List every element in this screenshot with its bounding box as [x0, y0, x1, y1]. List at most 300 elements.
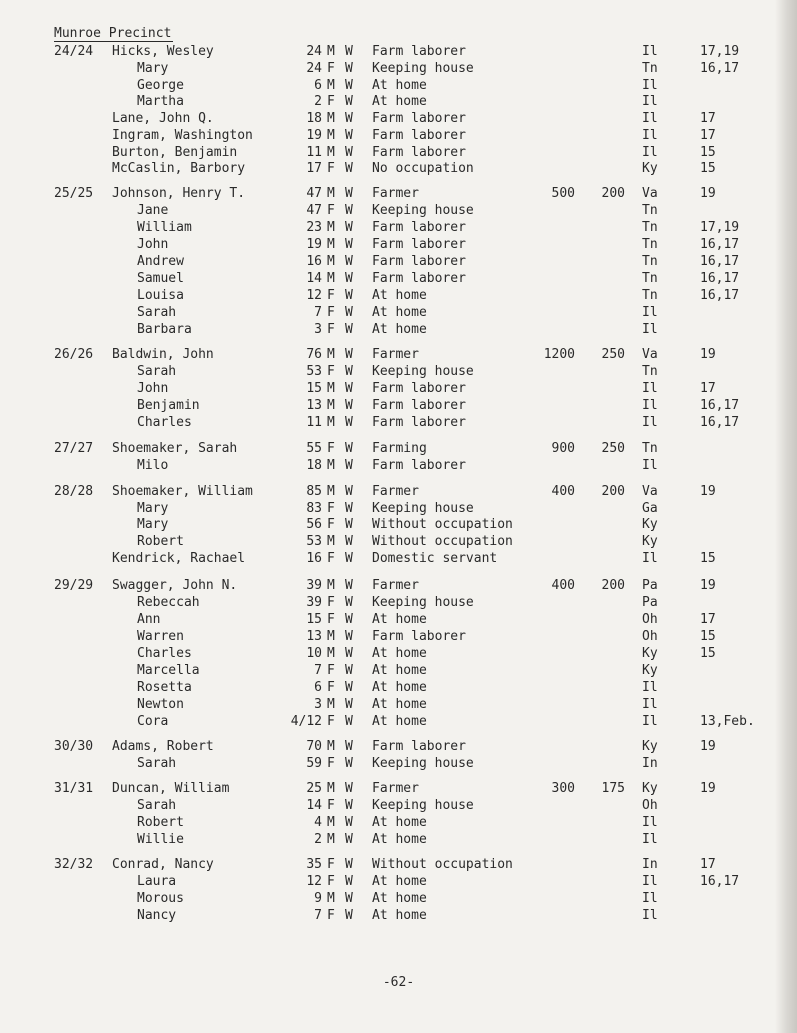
table-row [0, 696, 797, 713]
occupation: Farmer [372, 578, 419, 593]
race: W [345, 441, 353, 456]
race: W [345, 237, 353, 252]
notes: 19 [700, 739, 716, 754]
real-estate-value: 900 [551, 441, 575, 456]
precinct-heading: Munroe Precinct [54, 26, 172, 41]
sex: M [327, 629, 335, 644]
person-name: Duncan, William [112, 781, 230, 796]
person-name: Sarah [137, 798, 177, 813]
race: W [345, 458, 353, 473]
person-name: Adams, Robert [112, 739, 214, 754]
person-name: Milo [137, 458, 169, 473]
person-name: Samuel [137, 271, 184, 286]
occupation: Farm laborer [372, 145, 466, 160]
age: 19 [306, 237, 322, 252]
dwelling-number: 30/30 [54, 739, 94, 754]
birthplace: Tn [642, 364, 658, 379]
notes: 17,19 [700, 220, 740, 235]
sex: F [327, 874, 335, 889]
notes: 17 [700, 381, 716, 396]
age: 9 [314, 891, 322, 906]
notes: 15 [700, 161, 716, 176]
person-name: Louisa [137, 288, 184, 303]
race: W [345, 111, 353, 126]
race: W [345, 254, 353, 269]
notes: 13,Feb. [700, 714, 755, 729]
occupation: Farm laborer [372, 254, 466, 269]
sex: F [327, 551, 335, 566]
table-row [0, 907, 797, 924]
race: W [345, 288, 353, 303]
person-name: Sarah [137, 364, 177, 379]
age: 16 [306, 551, 322, 566]
race: W [345, 595, 353, 610]
real-estate-value: 400 [551, 578, 575, 593]
occupation: Farm laborer [372, 111, 466, 126]
birthplace: Ky [642, 781, 658, 796]
person-name: Rosetta [137, 680, 192, 695]
person-name: Conrad, Nancy [112, 857, 214, 872]
sex: M [327, 781, 335, 796]
person-name: Ann [137, 612, 161, 627]
occupation: At home [372, 612, 427, 627]
person-name: Barbara [137, 322, 192, 337]
notes: 15 [700, 551, 716, 566]
sex: F [327, 908, 335, 923]
birthplace: Il [642, 145, 658, 160]
sex: F [327, 680, 335, 695]
occupation: Farm laborer [372, 271, 466, 286]
age: 15 [306, 381, 322, 396]
age: 11 [306, 415, 322, 430]
person-name: Willie [137, 832, 184, 847]
race: W [345, 629, 353, 644]
notes: 17 [700, 128, 716, 143]
person-name: Mary [137, 517, 169, 532]
race: W [345, 739, 353, 754]
birthplace: Il [642, 714, 658, 729]
sex: M [327, 237, 335, 252]
dwelling-number: 27/27 [54, 441, 94, 456]
race: W [345, 415, 353, 430]
birthplace: Pa [642, 595, 658, 610]
notes: 16,17 [700, 61, 740, 76]
dwelling-number: 32/32 [54, 857, 94, 872]
sex: M [327, 815, 335, 830]
occupation: At home [372, 94, 427, 109]
table-row [0, 780, 797, 797]
age: 53 [306, 364, 322, 379]
sex: M [327, 458, 335, 473]
notes: 16,17 [700, 237, 740, 252]
person-name: Nancy [137, 908, 177, 923]
occupation: Farm laborer [372, 44, 466, 59]
person-name: Cora [137, 714, 169, 729]
race: W [345, 756, 353, 771]
page-number: -62- [382, 975, 415, 990]
occupation: Without occupation [372, 534, 513, 549]
table-row [0, 93, 797, 110]
table-row [0, 363, 797, 380]
sex: F [327, 203, 335, 218]
occupation: Farm laborer [372, 237, 466, 252]
race: W [345, 271, 353, 286]
occupation: At home [372, 815, 427, 830]
table-row [0, 43, 797, 60]
person-name: Warren [137, 629, 184, 644]
race: W [345, 874, 353, 889]
sex: F [327, 305, 335, 320]
notes: 15 [700, 646, 716, 661]
notes: 16,17 [700, 874, 740, 889]
notes: 16,17 [700, 271, 740, 286]
sex: M [327, 186, 335, 201]
person-name: Benjamin [137, 398, 200, 413]
notes: 16,17 [700, 288, 740, 303]
occupation: Without occupation [372, 857, 513, 872]
race: W [345, 94, 353, 109]
occupation: At home [372, 78, 427, 93]
occupation: Farm laborer [372, 398, 466, 413]
sex: F [327, 517, 335, 532]
age: 7 [314, 663, 322, 678]
table-row [0, 253, 797, 270]
table-row [0, 77, 797, 94]
age: 53 [306, 534, 322, 549]
table-row [0, 577, 797, 594]
table-row [0, 144, 797, 161]
race: W [345, 381, 353, 396]
age: 17 [306, 161, 322, 176]
table-row [0, 321, 797, 338]
table-row [0, 550, 797, 567]
age: 14 [306, 798, 322, 813]
table-row [0, 483, 797, 500]
sex: M [327, 534, 335, 549]
sex: F [327, 714, 335, 729]
race: W [345, 484, 353, 499]
age: 39 [306, 595, 322, 610]
age: 35 [306, 857, 322, 872]
person-name: Charles [137, 415, 192, 430]
birthplace: Pa [642, 578, 658, 593]
birthplace: Tn [642, 288, 658, 303]
sex: M [327, 44, 335, 59]
person-name: Ingram, Washington [112, 128, 253, 143]
notes: 17,19 [700, 44, 740, 59]
age: 18 [306, 458, 322, 473]
sex: F [327, 756, 335, 771]
real-estate-value: 1200 [543, 347, 575, 362]
age: 13 [306, 398, 322, 413]
occupation: Farmer [372, 781, 419, 796]
birthplace: Ga [642, 501, 658, 516]
real-estate-value: 300 [551, 781, 575, 796]
birthplace: Tn [642, 254, 658, 269]
occupation: Farm laborer [372, 629, 466, 644]
race: W [345, 186, 353, 201]
occupation: Keeping house [372, 364, 474, 379]
age: 4/12 [290, 714, 322, 729]
race: W [345, 364, 353, 379]
race: W [345, 646, 353, 661]
person-name: Morous [137, 891, 184, 906]
race: W [345, 534, 353, 549]
occupation: Keeping house [372, 756, 474, 771]
birthplace: Il [642, 680, 658, 695]
race: W [345, 908, 353, 923]
birthplace: Ky [642, 534, 658, 549]
birthplace: Tn [642, 237, 658, 252]
race: W [345, 857, 353, 872]
occupation: Keeping house [372, 203, 474, 218]
race: W [345, 891, 353, 906]
sex: M [327, 220, 335, 235]
sex: M [327, 78, 335, 93]
personal-estate-value: 200 [601, 578, 625, 593]
table-row [0, 738, 797, 755]
table-row [0, 346, 797, 363]
sex: M [327, 128, 335, 143]
age: 24 [306, 44, 322, 59]
race: W [345, 680, 353, 695]
race: W [345, 798, 353, 813]
race: W [345, 551, 353, 566]
table-row [0, 60, 797, 77]
table-row [0, 185, 797, 202]
table-row [0, 628, 797, 645]
real-estate-value: 500 [551, 186, 575, 201]
dwelling-number: 29/29 [54, 578, 94, 593]
occupation: Farm laborer [372, 415, 466, 430]
race: W [345, 815, 353, 830]
occupation: At home [372, 680, 427, 695]
age: 7 [314, 908, 322, 923]
birthplace: Ky [642, 517, 658, 532]
occupation: Farming [372, 441, 427, 456]
table-row [0, 831, 797, 848]
person-name: Mary [137, 61, 169, 76]
race: W [345, 44, 353, 59]
table-row [0, 713, 797, 730]
occupation: At home [372, 305, 427, 320]
person-name: Johnson, Henry T. [112, 186, 246, 201]
table-row [0, 533, 797, 550]
table-row [0, 219, 797, 236]
person-name: John [137, 381, 169, 396]
occupation: At home [372, 832, 427, 847]
occupation: Farmer [372, 484, 419, 499]
birthplace: Il [642, 832, 658, 847]
personal-estate-value: 250 [601, 347, 625, 362]
table-row [0, 397, 797, 414]
birthplace: Il [642, 874, 658, 889]
age: 70 [306, 739, 322, 754]
personal-estate-value: 175 [601, 781, 625, 796]
age: 76 [306, 347, 322, 362]
race: W [345, 161, 353, 176]
birthplace: Il [642, 381, 658, 396]
occupation: Without occupation [372, 517, 513, 532]
occupation: At home [372, 714, 427, 729]
age: 47 [306, 203, 322, 218]
race: W [345, 501, 353, 516]
age: 11 [306, 145, 322, 160]
table-row [0, 873, 797, 890]
sex: M [327, 398, 335, 413]
race: W [345, 697, 353, 712]
person-name: Shoemaker, Sarah [112, 441, 238, 456]
sex: F [327, 288, 335, 303]
sex: M [327, 578, 335, 593]
occupation: At home [372, 663, 427, 678]
birthplace: Il [642, 94, 658, 109]
dwelling-number: 31/31 [54, 781, 94, 796]
birthplace: Il [642, 908, 658, 923]
person-name: Laura [137, 874, 177, 889]
person-name: Lane, John Q. [112, 111, 214, 126]
sex: F [327, 364, 335, 379]
race: W [345, 128, 353, 143]
birthplace: Oh [642, 612, 658, 627]
birthplace: In [642, 756, 658, 771]
table-row [0, 202, 797, 219]
sex: M [327, 646, 335, 661]
age: 18 [306, 111, 322, 126]
birthplace: Il [642, 44, 658, 59]
birthplace: Tn [642, 220, 658, 235]
table-row [0, 236, 797, 253]
person-name: Kendrick, Rachael [112, 551, 246, 566]
person-name: Robert [137, 534, 184, 549]
occupation: Farm laborer [372, 458, 466, 473]
notes: 15 [700, 145, 716, 160]
person-name: Marcella [137, 663, 200, 678]
race: W [345, 203, 353, 218]
person-name: Baldwin, John [112, 347, 214, 362]
age: 83 [306, 501, 322, 516]
race: W [345, 517, 353, 532]
table-row [0, 160, 797, 177]
occupation: At home [372, 288, 427, 303]
occupation: At home [372, 908, 427, 923]
age: 25 [306, 781, 322, 796]
table-row [0, 380, 797, 397]
occupation: Farmer [372, 186, 419, 201]
notes: 16,17 [700, 398, 740, 413]
person-name: Martha [137, 94, 184, 109]
person-name: John [137, 237, 169, 252]
sex: M [327, 145, 335, 160]
notes: 17 [700, 612, 716, 627]
table-row [0, 797, 797, 814]
occupation: Domestic servant [372, 551, 498, 566]
birthplace: Il [642, 111, 658, 126]
age: 3 [314, 697, 322, 712]
sex: F [327, 61, 335, 76]
table-row [0, 500, 797, 517]
occupation: Keeping house [372, 61, 474, 76]
race: W [345, 305, 353, 320]
age: 59 [306, 756, 322, 771]
age: 10 [306, 646, 322, 661]
sex: F [327, 501, 335, 516]
table-row [0, 414, 797, 431]
birthplace: Tn [642, 271, 658, 286]
personal-estate-value: 250 [601, 441, 625, 456]
birthplace: Oh [642, 798, 658, 813]
occupation: Farm laborer [372, 381, 466, 396]
sex: M [327, 891, 335, 906]
notes: 15 [700, 629, 716, 644]
age: 13 [306, 629, 322, 644]
occupation: At home [372, 874, 427, 889]
person-name: Sarah [137, 756, 177, 771]
notes: 19 [700, 347, 716, 362]
occupation: At home [372, 697, 427, 712]
table-row [0, 127, 797, 144]
sex: M [327, 111, 335, 126]
birthplace: Ky [642, 161, 658, 176]
race: W [345, 398, 353, 413]
sex: F [327, 161, 335, 176]
sex: F [327, 94, 335, 109]
dwelling-number: 24/24 [54, 44, 94, 59]
person-name: Jane [137, 203, 169, 218]
sex: F [327, 798, 335, 813]
occupation: No occupation [372, 161, 474, 176]
birthplace: Il [642, 305, 658, 320]
person-name: Newton [137, 697, 184, 712]
sex: M [327, 254, 335, 269]
person-name: George [137, 78, 184, 93]
race: W [345, 714, 353, 729]
age: 12 [306, 874, 322, 889]
birthplace: Tn [642, 203, 658, 218]
race: W [345, 220, 353, 235]
person-name: Mary [137, 501, 169, 516]
birthplace: In [642, 857, 658, 872]
dwelling-number: 28/28 [54, 484, 94, 499]
table-row [0, 287, 797, 304]
birthplace: Il [642, 891, 658, 906]
sex: F [327, 441, 335, 456]
occupation: At home [372, 322, 427, 337]
race: W [345, 781, 353, 796]
table-row [0, 890, 797, 907]
table-row [0, 516, 797, 533]
table-row [0, 856, 797, 873]
age: 4 [314, 815, 322, 830]
sex: F [327, 322, 335, 337]
real-estate-value: 400 [551, 484, 575, 499]
race: W [345, 145, 353, 160]
race: W [345, 78, 353, 93]
sex: M [327, 381, 335, 396]
birthplace: Il [642, 697, 658, 712]
age: 15 [306, 612, 322, 627]
age: 2 [314, 832, 322, 847]
race: W [345, 612, 353, 627]
notes: 17 [700, 111, 716, 126]
age: 7 [314, 305, 322, 320]
sex: M [327, 415, 335, 430]
age: 56 [306, 517, 322, 532]
table-row [0, 755, 797, 772]
age: 85 [306, 484, 322, 499]
notes: 19 [700, 484, 716, 499]
birthplace: Oh [642, 629, 658, 644]
